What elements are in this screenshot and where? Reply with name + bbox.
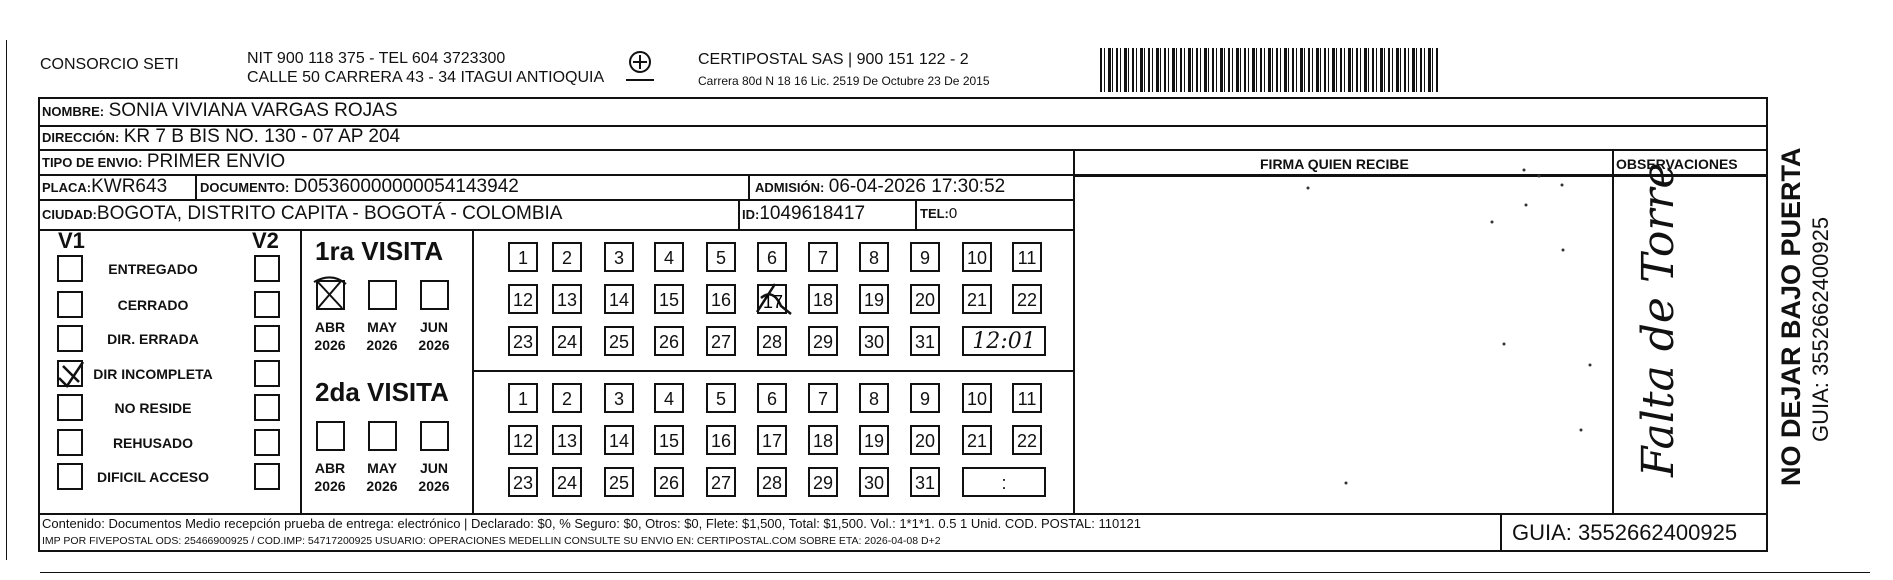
visit2-day-box[interactable]: 12 xyxy=(508,425,538,455)
visit2-day-box[interactable]: 20 xyxy=(910,425,940,455)
visit1-month xyxy=(412,318,456,354)
visit1-month-label: ABR xyxy=(314,319,346,335)
visit1-month-checkbox[interactable] xyxy=(368,280,397,310)
visit1-day-box[interactable]: 25 xyxy=(604,326,634,356)
visit1-month-year: 2026 xyxy=(314,337,346,353)
visit1-day-box[interactable]: 29 xyxy=(808,326,838,356)
visit2-day-box[interactable]: 10 xyxy=(962,383,992,413)
license-line: Carrera 80d N 18 16 Lic. 2519 De Octubre 23 De 2015 xyxy=(698,74,990,88)
v2-checkbox[interactable] xyxy=(254,325,280,352)
v2-checkbox[interactable] xyxy=(254,291,280,318)
status-option-label: DIR. ERRADA xyxy=(107,331,199,347)
visit1-day-box[interactable]: 20 xyxy=(910,284,940,314)
visit2-day-box[interactable]: 3 xyxy=(604,383,634,413)
visit1-month-year: 2026 xyxy=(418,337,450,353)
visit2-day-box[interactable]: 4 xyxy=(654,383,684,413)
visit1-day-box[interactable]: 24 xyxy=(552,326,582,356)
visit2-day-box[interactable]: 6 xyxy=(757,383,787,413)
visit2-day-box[interactable]: 29 xyxy=(808,467,838,497)
visit1-day-box[interactable]: 14 xyxy=(604,284,634,314)
visit1-day-box[interactable]: 27 xyxy=(706,326,736,356)
visit2-day-box[interactable]: 13 xyxy=(552,425,582,455)
visit2-day-box[interactable]: 25 xyxy=(604,467,634,497)
visit1-month-checkbox[interactable] xyxy=(316,280,345,310)
v2-checkbox[interactable] xyxy=(254,394,280,421)
visit1-day-box[interactable]: 10 xyxy=(962,242,992,272)
visit1-day-box[interactable]: 31 xyxy=(910,326,940,356)
visit1-day-box[interactable] xyxy=(757,284,787,314)
certipostal-logo xyxy=(620,48,660,88)
v2-checkbox[interactable] xyxy=(254,429,280,456)
no-dejar-bajo-puerta: NO DEJAR BAJO PUERTA xyxy=(1776,147,1806,486)
visit1-day-box[interactable]: 15 xyxy=(654,284,684,314)
admision-label: ADMISIÓN: xyxy=(755,180,825,195)
company-name: CONSORCIO SETI xyxy=(40,56,179,73)
address-line: CALLE 50 CARRERA 43 - 34 ITAGUI ANTIOQUIA xyxy=(247,69,605,86)
visit1-day-box[interactable]: 30 xyxy=(859,326,889,356)
ciudad-value: BOGOTA, DISTRITO CAPITA - BOGOTÁ - COLOMBIA xyxy=(96,203,563,224)
visit2-title: 2da VISITA xyxy=(315,377,449,407)
visit2-month-label: JUN xyxy=(419,460,448,476)
visit1-month-label: MAY xyxy=(367,319,397,335)
visit1-day-box[interactable]: 11 xyxy=(1012,242,1042,272)
tel-value: 0 xyxy=(948,205,958,222)
visit2-day-box[interactable]: 24 xyxy=(552,467,582,497)
v2-checkbox[interactable] xyxy=(254,360,280,387)
visit1-day-box[interactable]: 1 xyxy=(508,242,538,272)
status-option-label: DIFICIL ACCESO xyxy=(96,469,209,485)
visit2-month-year: 2026 xyxy=(366,478,398,494)
imp-line: IMP POR FIVEPOSTAL ODS: 25466900925 / COD.IMP: 54717200925 USUARIO: OPERACIONES MEDELLIN CONSULTE SU ENVIO EN: CERTIPOSTAL.COM SOBRE ETA: 2026-04-08 D+2 xyxy=(42,535,941,547)
id-value: 1049618417 xyxy=(759,203,866,224)
v2-label: V2 xyxy=(252,228,279,253)
visit1-month-label: JUN xyxy=(419,319,448,335)
visit1-day-box[interactable]: 26 xyxy=(654,326,684,356)
tipo-envio-value: PRIMER ENVIO xyxy=(146,151,286,172)
visit2-day-box[interactable]: 14 xyxy=(604,425,634,455)
visit2-day-box[interactable]: 16 xyxy=(706,425,736,455)
observaciones-header: OBSERVACIONES xyxy=(1616,156,1738,172)
v2-checkbox[interactable] xyxy=(254,255,280,282)
placa-value: KWR643 xyxy=(91,176,168,197)
visit2-month-checkbox[interactable] xyxy=(368,421,397,451)
visit2-month-checkbox[interactable] xyxy=(420,421,449,451)
nit-line: NIT 900 118 375 - TEL 604 3723300 xyxy=(247,50,506,67)
visit2-month xyxy=(308,459,352,495)
admision-value: 06-04-2026 17:30:52 xyxy=(828,176,1006,197)
visit2-day-box[interactable]: 7 xyxy=(808,383,838,413)
status-option-label: DIR INCOMPLETA xyxy=(93,366,213,382)
visit1-day-box[interactable]: 2 xyxy=(552,242,582,272)
visit2-day-box[interactable]: 17 xyxy=(757,425,787,455)
observaciones-handwriting: Falta de Torre xyxy=(1633,162,1684,477)
v1-label: V1 xyxy=(58,228,85,253)
contenido-line: Contenido: Documentos Medio recepción prueba de entrega: electrónico | Declarado: $0, % Seguro: $0, Otros: $0, Flete: $1,500, Total: $1,500. Vol.: 1*1*1. 0.5 1 Unid. COD. POSTAL: 110121 xyxy=(42,516,1141,531)
visit1-day-box[interactable]: 19 xyxy=(859,284,889,314)
barcode xyxy=(1100,48,1440,92)
visit2-day-box[interactable]: 5 xyxy=(706,383,736,413)
visit1-day-box[interactable]: 21 xyxy=(962,284,992,314)
status-option-label: ENTREGADO xyxy=(108,261,198,277)
placa-label: PLACA: xyxy=(42,180,92,195)
svg-text:17: 17 xyxy=(763,292,784,312)
visit2-month-label: ABR xyxy=(314,460,346,476)
firma-header: FIRMA QUIEN RECIBE xyxy=(1260,156,1409,172)
visit1-day-box[interactable]: 22 xyxy=(1012,284,1042,314)
visit2-day-box[interactable]: 1 xyxy=(508,383,538,413)
visit1-month xyxy=(308,318,352,354)
v2-checkbox[interactable] xyxy=(254,463,280,490)
visit1-month-year: 2026 xyxy=(366,337,398,353)
visit1-day-box[interactable]: 7 xyxy=(808,242,838,272)
footer-guia: GUIA: 3552662400925 xyxy=(1512,520,1738,545)
signature-area xyxy=(1076,150,1610,510)
visit1-day-box[interactable]: 23 xyxy=(508,326,538,356)
visit1-day-box[interactable]: 13 xyxy=(552,284,582,314)
direccion-label: DIRECCIÓN: xyxy=(42,130,120,145)
nombre-label: NOMBRE: xyxy=(42,104,105,119)
visit1-day-box[interactable]: 4 xyxy=(654,242,684,272)
visit2-day-box[interactable]: 9 xyxy=(910,383,940,413)
visit2-day-box[interactable]: 22 xyxy=(1012,425,1042,455)
visit1-day-box[interactable]: 12 xyxy=(508,284,538,314)
visit2-day-box[interactable]: 11 xyxy=(1012,383,1042,413)
visit2-time-box[interactable]: : xyxy=(962,467,1046,497)
visit2-month-year: 2026 xyxy=(314,478,346,494)
visit2-day-box[interactable]: 15 xyxy=(654,425,684,455)
visit1-day-box[interactable]: 9 xyxy=(910,242,940,272)
documento-value: D05360000000054143942 xyxy=(293,176,519,197)
documento-label: DOCUMENTO: xyxy=(200,180,290,195)
visit2-day-box[interactable]: 8 xyxy=(859,383,889,413)
visit2-day-box[interactable]: 27 xyxy=(706,467,736,497)
status-option-label: NO RESIDE xyxy=(114,400,192,416)
visit1-day-box[interactable]: 3 xyxy=(604,242,634,272)
visit2-day-box[interactable]: 31 xyxy=(910,467,940,497)
id-label: ID: xyxy=(742,207,760,222)
nombre-value: SONIA VIVIANA VARGAS ROJAS xyxy=(108,100,398,121)
tipo-envio-label: TIPO DE ENVIO: xyxy=(42,155,143,170)
visit1-month xyxy=(360,318,404,354)
visit2-month-year: 2026 xyxy=(418,478,450,494)
visit2-month-label: MAY xyxy=(367,460,397,476)
visit1-day-box[interactable]: 18 xyxy=(808,284,838,314)
visit2-day-box[interactable]: 30 xyxy=(859,467,889,497)
visit2-day-box[interactable]: 2 xyxy=(552,383,582,413)
certipostal-line: CERTIPOSTAL SAS | 900 151 122 - 2 xyxy=(698,51,969,68)
visit1-day-box[interactable]: 16 xyxy=(706,284,736,314)
visit2-day-box[interactable]: 21 xyxy=(962,425,992,455)
direccion-value: KR 7 B BIS NO. 130 - 07 AP 204 xyxy=(123,126,401,147)
visit2-month xyxy=(360,459,404,495)
visit2-month-checkbox[interactable] xyxy=(316,421,345,451)
visit1-day-box[interactable]: 5 xyxy=(706,242,736,272)
side-guia: GUIA: 3552662400925 xyxy=(1808,216,1833,442)
visit2-day-box[interactable]: 19 xyxy=(859,425,889,455)
ciudad-label: CIUDAD: xyxy=(42,207,97,222)
visit2-day-box[interactable]: 18 xyxy=(808,425,838,455)
visit1-time-box[interactable]: 12:01 xyxy=(962,326,1046,356)
visit2-day-box[interactable]: 28 xyxy=(757,467,787,497)
visit2-month xyxy=(412,459,456,495)
status-option-label: REHUSADO xyxy=(112,435,194,451)
visit1-day-box[interactable]: 6 xyxy=(757,242,787,272)
visit2-day-box[interactable]: 23 xyxy=(508,467,538,497)
visit1-day-box[interactable]: 28 xyxy=(757,326,787,356)
visit2-day-box[interactable]: 26 xyxy=(654,467,684,497)
visit1-title: 1ra VISITA xyxy=(315,236,444,266)
visit1-day-box[interactable]: 8 xyxy=(859,242,889,272)
visit1-month-checkbox[interactable] xyxy=(420,280,449,310)
status-option-label: CERRADO xyxy=(117,297,189,313)
tel-label: TEL: xyxy=(920,206,949,221)
